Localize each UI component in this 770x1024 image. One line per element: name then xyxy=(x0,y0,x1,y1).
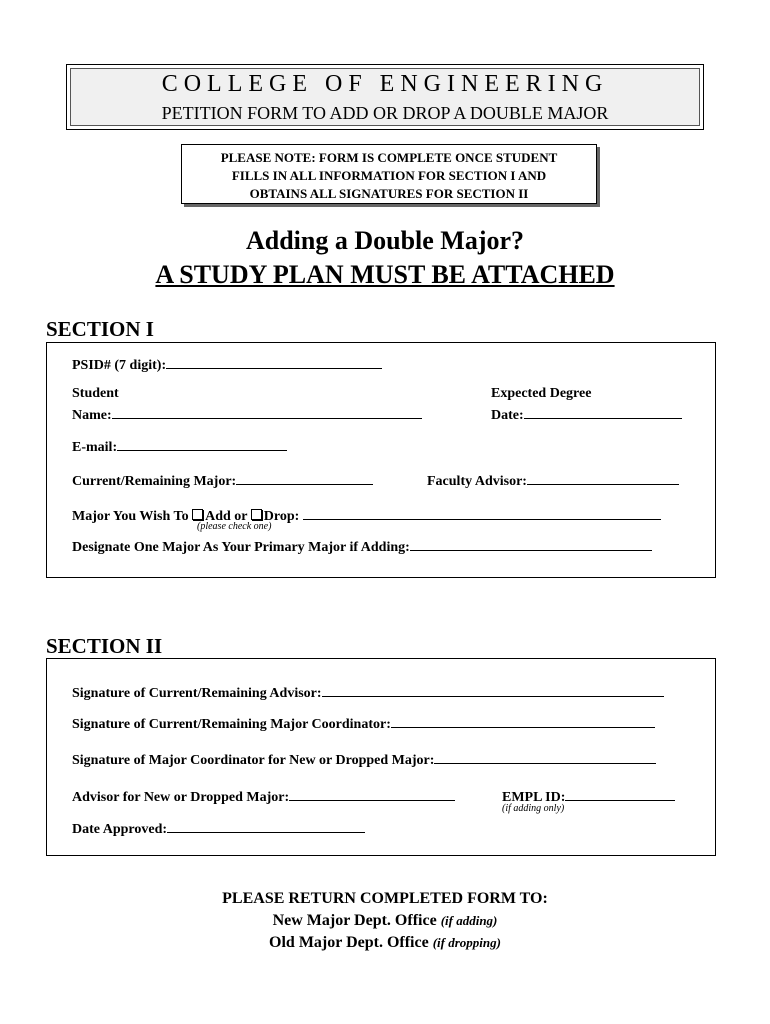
date-input-line[interactable] xyxy=(524,404,682,419)
psid-input-line[interactable] xyxy=(166,354,382,369)
form-title: PETITION FORM TO ADD OR DROP A DOUBLE MAJOR xyxy=(161,103,609,123)
empl-id-label: EMPL ID: xyxy=(502,790,566,805)
date-approved-input-line[interactable] xyxy=(167,818,365,833)
current-advisor-signature-label: Signature of Current/Remaining Advisor: xyxy=(72,686,322,701)
date-approved-field[interactable] xyxy=(72,818,365,838)
name-input-line[interactable] xyxy=(112,404,422,419)
new-advisor-field[interactable] xyxy=(72,786,455,806)
major-wish-label: Major You Wish To xyxy=(72,509,189,524)
primary-major-label: Designate One Major As Your Primary Major if Adding: xyxy=(72,540,410,555)
student-label: Student xyxy=(72,386,119,401)
date-label: Date: xyxy=(491,408,524,423)
section-1-title: SECTION I xyxy=(46,317,154,341)
headline-requirement-wrap xyxy=(0,260,770,290)
empl-id-input-line[interactable] xyxy=(565,786,675,801)
psid-field[interactable] xyxy=(72,354,382,374)
add-checkbox[interactable] xyxy=(192,509,203,520)
return-old-major xyxy=(0,934,770,952)
headline-question: Adding a Double Major? xyxy=(245,226,525,255)
note-line: OBTAINS ALL SIGNATURES FOR SECTION II xyxy=(249,186,529,201)
new-major-note: (if adding) xyxy=(440,913,498,928)
current-advisor-signature-field[interactable] xyxy=(72,682,664,702)
expected-degree-label: Expected Degree xyxy=(491,386,592,401)
note-line: PLEASE NOTE: FORM IS COMPLETE ONCE STUDENT xyxy=(220,150,558,165)
new-advisor-label: Advisor for New or Dropped Major: xyxy=(72,790,290,805)
new-coordinator-signature-label: Signature of Major Coordinator for New or Dropped Major: xyxy=(72,753,435,768)
check-one-hint: (please check one) xyxy=(197,521,272,532)
completion-note xyxy=(181,144,597,204)
name-label: Name: xyxy=(72,408,112,423)
new-advisor-input-line[interactable] xyxy=(289,786,455,801)
email-label: E-mail: xyxy=(72,440,118,455)
faculty-advisor-field[interactable] xyxy=(427,470,679,490)
new-coordinator-signature-line[interactable] xyxy=(434,749,656,764)
current-major-input-line[interactable] xyxy=(236,470,373,485)
college-name: COLLEGE OF ENGINEERING xyxy=(161,71,609,97)
current-coordinator-signature-line[interactable] xyxy=(391,713,655,728)
old-major-office: Old Major Dept. Office xyxy=(269,934,429,951)
return-new-major xyxy=(0,912,770,930)
drop-label: Drop: xyxy=(263,509,300,524)
if-adding-only-hint: (if adding only) xyxy=(502,803,565,814)
primary-major-input-line[interactable] xyxy=(410,536,652,551)
email-input-line[interactable] xyxy=(117,436,287,451)
note-line: FILLS IN ALL INFORMATION FOR SECTION I AND xyxy=(231,168,547,183)
return-instructions-title: PLEASE RETURN COMPLETED FORM TO: xyxy=(222,890,548,907)
date-approved-label: Date Approved: xyxy=(72,822,168,837)
email-field[interactable] xyxy=(72,436,287,456)
section-2-title: SECTION II xyxy=(46,634,163,658)
current-major-label: Current/Remaining Major: xyxy=(72,474,237,489)
major-add-drop-field[interactable] xyxy=(72,505,661,525)
headline-requirement: A STUDY PLAN MUST BE ATTACHED xyxy=(155,260,615,289)
current-coordinator-signature-field[interactable] xyxy=(72,713,655,733)
drop-checkbox[interactable] xyxy=(251,509,262,520)
faculty-advisor-label: Faculty Advisor: xyxy=(427,474,527,489)
old-major-note: (if dropping) xyxy=(432,935,501,950)
student-name-field[interactable] xyxy=(72,404,422,424)
current-coordinator-signature-label: Signature of Current/Remaining Major Coordinator: xyxy=(72,717,391,732)
major-add-drop-input-line[interactable] xyxy=(303,505,661,520)
primary-major-field[interactable] xyxy=(72,536,652,556)
psid-label: PSID# (7 digit): xyxy=(72,358,167,373)
current-advisor-signature-line[interactable] xyxy=(322,682,664,697)
title-box xyxy=(66,64,704,130)
current-major-field[interactable] xyxy=(72,470,373,490)
new-major-office: New Major Dept. Office xyxy=(272,912,437,929)
faculty-advisor-input-line[interactable] xyxy=(527,470,679,485)
add-label: Add or xyxy=(205,509,248,524)
new-coordinator-signature-field[interactable] xyxy=(72,749,656,769)
expected-degree-date-field[interactable] xyxy=(491,404,682,424)
